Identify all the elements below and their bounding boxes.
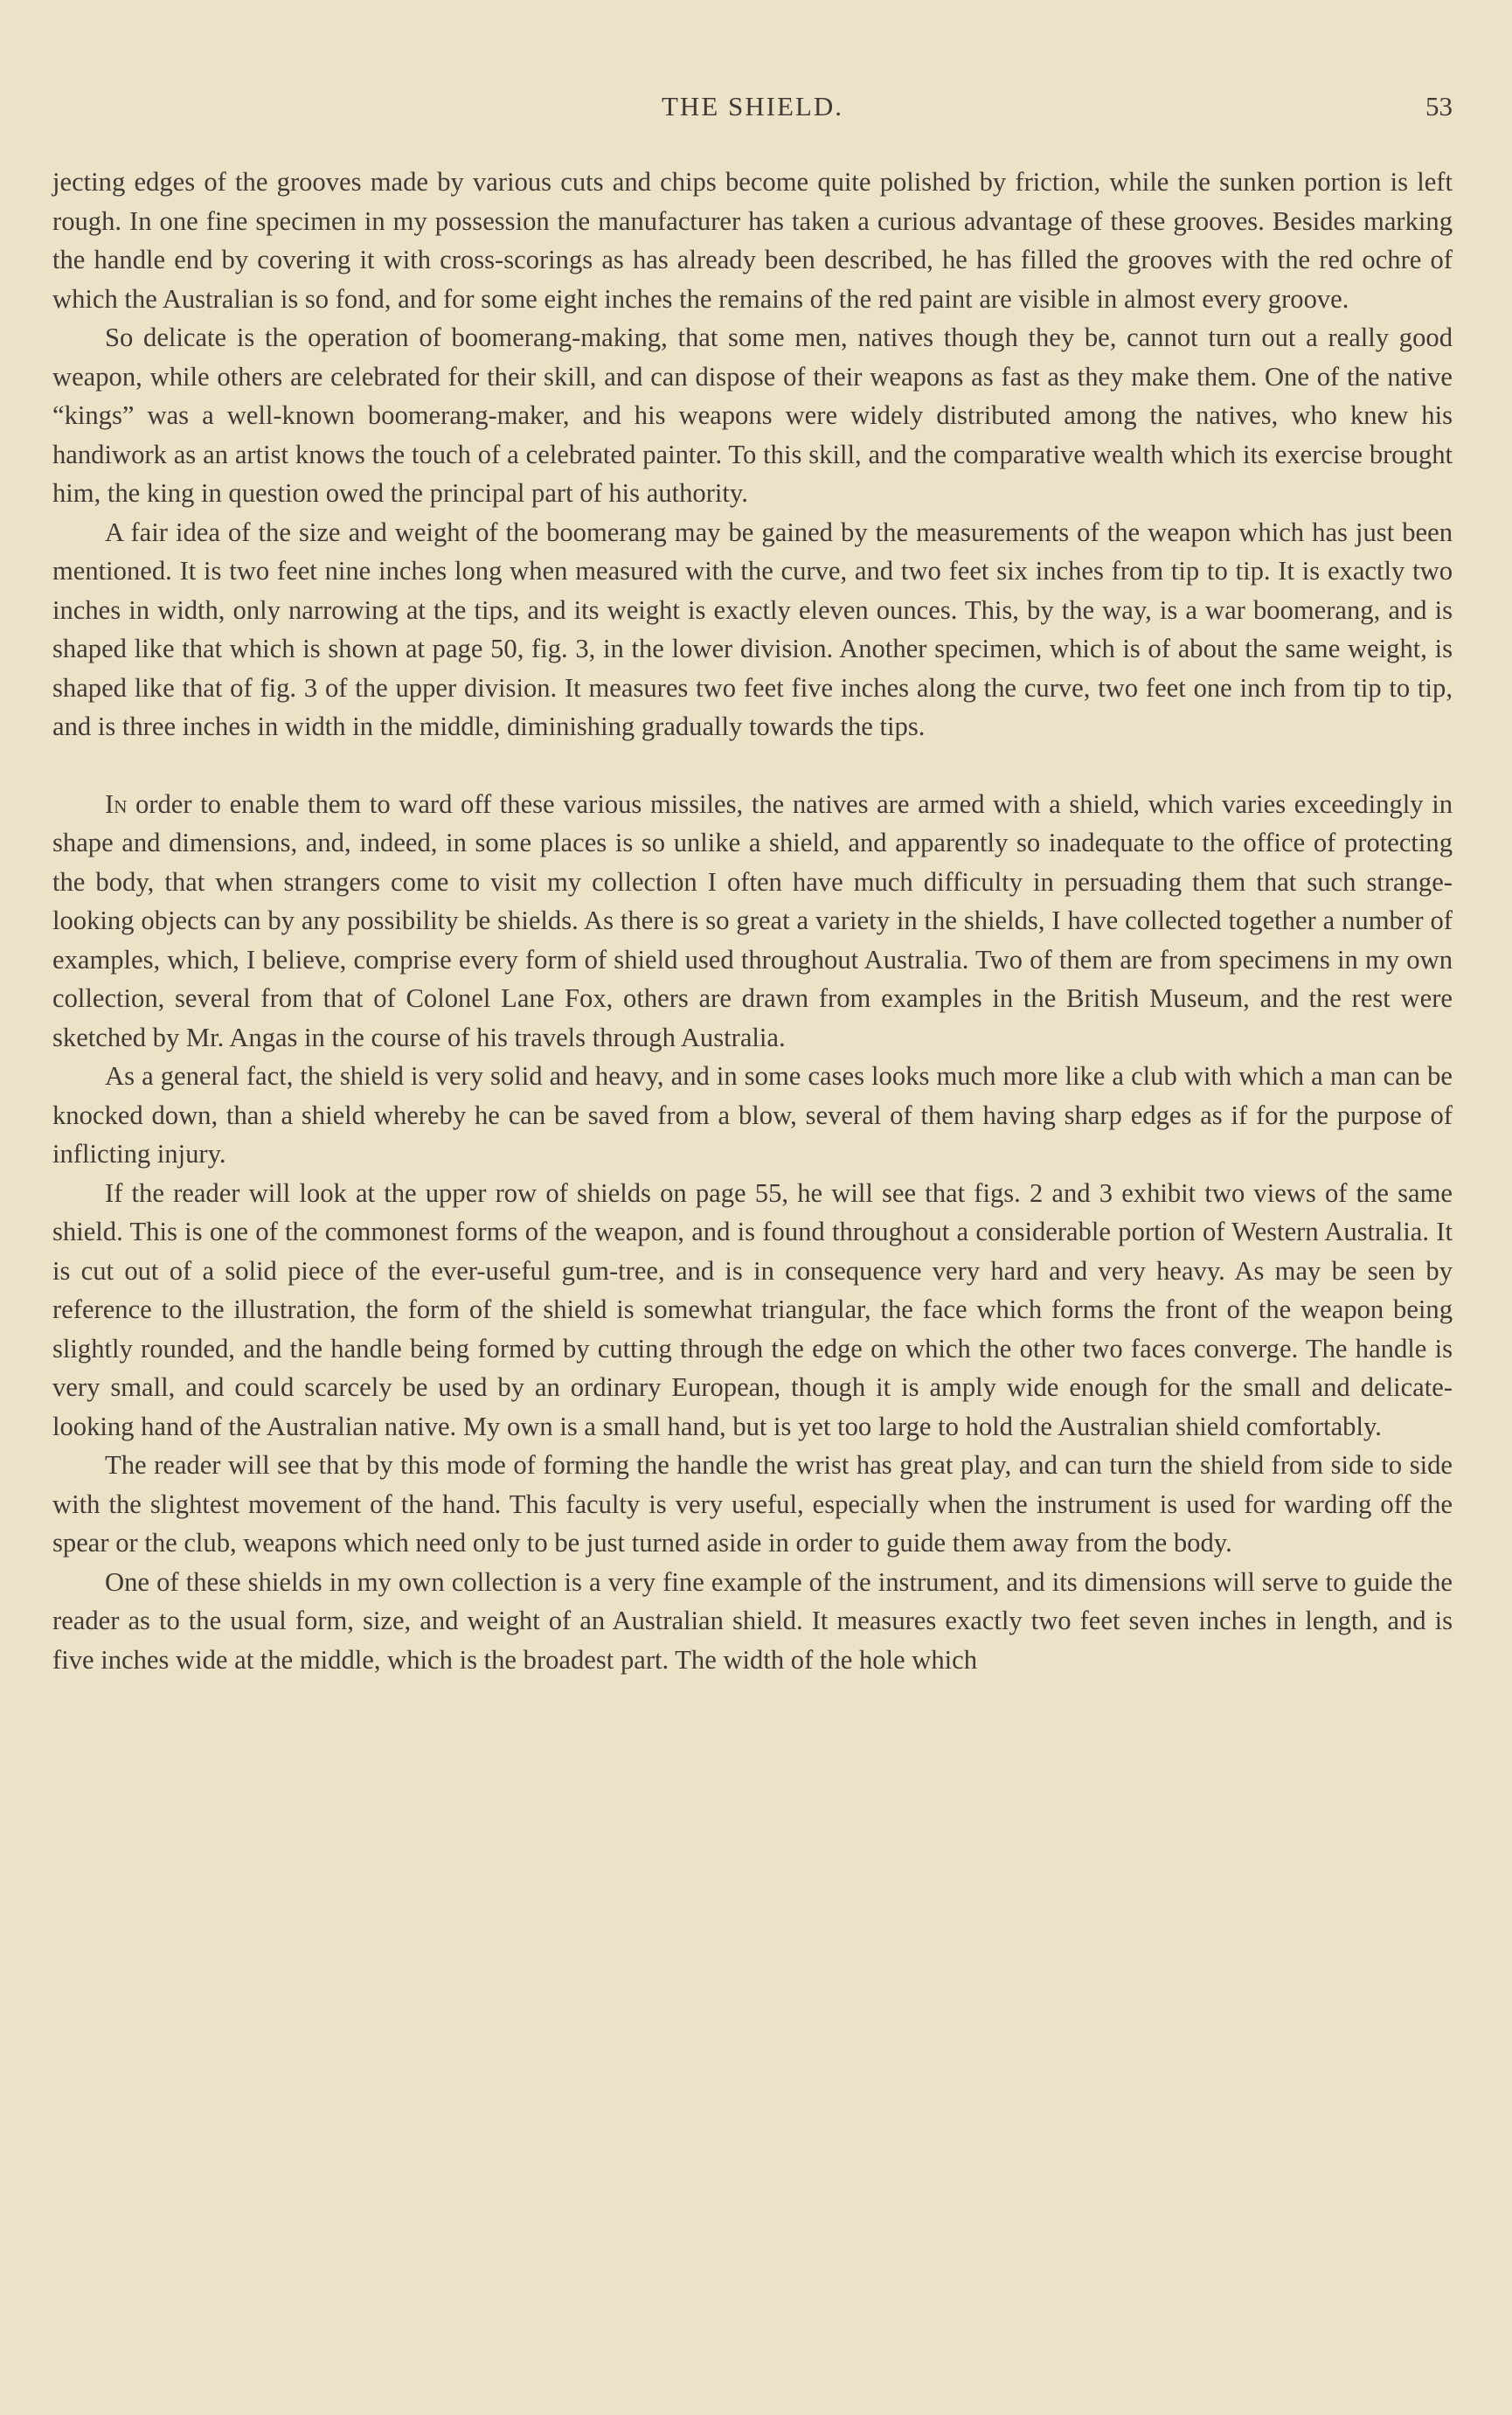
paragraph-shield-general: As a general fact, the shield is very solid and heavy, and in some cases looks much more like a club with which a man can be knocked down, than a shield whereby he can be saved from a blow, several of them having sharp edges as if for the purpose of inflicting injury.: [52, 1061, 1453, 1169]
paragraph-boomerang-measurements: A fair idea of the size and weight of the boomerang may be gained by the measurements of the weapon which has just been mentioned. It is two feet nine inches long when measured with the curve, and two feet six inches from tip to tip. It is exactly two inches in width, only narrowing at the tips, and its weight is exactly eleven ounces. This, by the way, is a war boomerang, and is shaped like that which is shown at page 50, fig. 3, in the lower division. Another specimen, which is of about the same weight, is shaped like that of fig. 3 of the upper division. It measures two feet five inches along the curve, two feet one inch from tip to tip, and is three inches in width in the middle, diminishing gradually towards the tips.: [52, 517, 1453, 741]
paragraph-shield-dimensions: One of these shields in my own collection is a very fine example of the instrument, and its dimensions will serve to guide the reader as to the usual form, size, and weight of an Australian shield. It measures exactly two feet seven inches in length, and is five inches wide at the middle, which is the broadest part. The width of the hole which: [52, 1566, 1453, 1675]
paragraph-shield-intro-text: order to enable them to ward off these various missiles, the natives are armed with a shield, which varies exceedingly in shape and dimensions, and, indeed, in some places is so unlike a shield, and apparently so inadequate to the office of protecting the body, that when strangers come to visit my collection I often have much difficulty in persuading them that such strange-looking objects can by any possibility be shields. As there is so great a variety in the shields, I have collected together a number of examples, which, I believe, comprise every form of shield used throughout Australia. Two of them are from specimens in my own collection, several from that of Colonel Lane Fox, others are drawn from examples in the British Museum, and the rest were sketched by Mr. Angas in the course of his travels through Australia.: [52, 788, 1453, 1052]
paragraph-continued: jecting edges of the grooves made by various cuts and chips become quite polished by friction, while the sunken portion is left rough. In one fine specimen in my possession the manufacturer has taken a curious advantage of these grooves. Besides marking the handle end by covering it with cross-scorings as has already been described, he has filled the grooves with the red ochre of which the Australian is so fond, and for some eight inches the remains of the red paint are visible in almost every groove.: [52, 167, 1453, 314]
lead-word: In: [105, 788, 128, 819]
paragraph-boomerang-making: So delicate is the operation of boomerang-making, that some men, natives though they be, cannot turn out a really good weapon, while others are celebrated for their skill, and can dispose of their weapons as fast as they make them. One of the native “kings” was a well-known boomerang-maker, and his weapons were widely distributed among the natives, who knew his handiwork as an artist knows the touch of a celebrated painter. To this skill, and the comparative wealth which its exercise brought him, the king in question owed the principal part of his authority.: [52, 323, 1453, 508]
page-number: 53: [1425, 91, 1453, 121]
running-title: THE SHIELD.: [662, 91, 843, 121]
running-header: [52, 91, 1453, 126]
paragraph-shield-figures: If the reader will look at the upper row of shields on page 55, he will see that figs. 2 and 3 exhibit two views of the same shield. This is one of the commonest forms of the weapon, and is found throughout a considerable portion of Western Australia. It is cut out of a solid piece of the ever-useful gum-tree, and is in consequence very hard and very heavy. As may be seen by reference to the illustration, the form of the shield is somewhat triangular, the face which forms the front of the weapon being slightly rounded, and the handle being formed by cutting through the edge on which the other two faces converge. The handle is very small, and could scarcely be used by an ordinary European, though it is amply wide enough for the small and delicate-looking hand of the Australian native. My own is a small hand, but is yet too large to hold the Australian shield comfortably.: [52, 1177, 1453, 1441]
paragraph-shield-handle: The reader will see that by this mode of forming the handle the wrist has great play, and can turn the shield from side to side with the slightest movement of the hand. This faculty is very useful, especially when the instrument is used for warding off the spear or the club, weapons which need only to be just turned aside in order to guide them away from the body.: [52, 1450, 1453, 1558]
paragraph-shield-intro: [52, 785, 1453, 1058]
body-text: [52, 163, 1453, 1679]
